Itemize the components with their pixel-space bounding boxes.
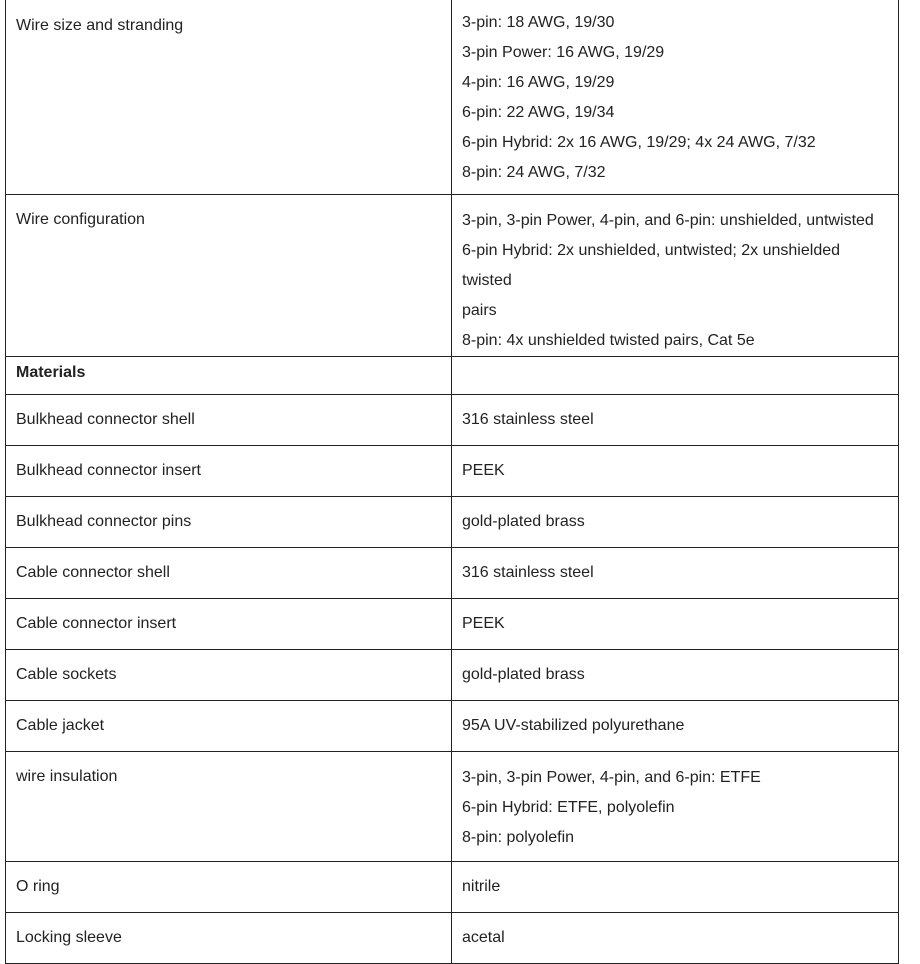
material-value: gold-plated brass bbox=[452, 650, 899, 701]
wire-size-line: 8-pin: 24 AWG, 7/32 bbox=[462, 164, 606, 181]
material-label: Bulkhead connector insert bbox=[6, 446, 452, 497]
row-value bbox=[452, 0, 899, 195]
table-row bbox=[6, 548, 899, 599]
wire-size-line: 3-pin: 18 AWG, 19/30 bbox=[462, 14, 615, 31]
material-label: Cable connector shell bbox=[6, 548, 452, 599]
row-value bbox=[452, 195, 899, 357]
wire-size-line: 6-pin Hybrid: 2x 16 AWG, 19/29; 4x 24 AWG, 7/32 bbox=[462, 134, 816, 151]
material-value: PEEK bbox=[452, 446, 899, 497]
material-label: Cable sockets bbox=[6, 650, 452, 701]
wire-configuration-line: 6-pin Hybrid: 2x unshielded, untwisted; 2x unshielded twisted bbox=[462, 242, 841, 289]
material-label: Bulkhead connector pins bbox=[6, 497, 452, 548]
table-row bbox=[6, 913, 899, 964]
table-row bbox=[6, 701, 899, 752]
material-value: gold-plated brass bbox=[452, 497, 899, 548]
wire-size-line: 6-pin: 22 AWG, 19/34 bbox=[462, 104, 615, 121]
wire-insulation-label: wire insulation bbox=[16, 768, 118, 785]
material-value: acetal bbox=[452, 913, 899, 964]
table-row-wire-configuration bbox=[6, 195, 899, 357]
wire-configuration-line: 8-pin: 4x unshielded twisted pairs, Cat 5e bbox=[462, 332, 755, 349]
section-header-materials bbox=[6, 357, 899, 395]
wire-configuration-line: pairs bbox=[462, 302, 497, 319]
material-value: PEEK bbox=[452, 599, 899, 650]
table-row bbox=[6, 395, 899, 446]
table-row-wire-insulation bbox=[6, 752, 899, 862]
table-row bbox=[6, 446, 899, 497]
material-label: Locking sleeve bbox=[6, 913, 452, 964]
row-label bbox=[6, 752, 452, 862]
wire-size-label: Wire size and stranding bbox=[16, 17, 184, 34]
material-label: O ring bbox=[6, 862, 452, 913]
material-value: 95A UV-stabilized polyurethane bbox=[452, 701, 899, 752]
section-blank-cell bbox=[452, 357, 899, 395]
material-value: nitrile bbox=[452, 862, 899, 913]
material-label: Cable connector insert bbox=[6, 599, 452, 650]
material-value: 316 stainless steel bbox=[452, 548, 899, 599]
wire-size-line: 3-pin Power: 16 AWG, 19/29 bbox=[462, 44, 665, 61]
wire-insulation-line: 6-pin Hybrid: ETFE, polyolefin bbox=[462, 799, 675, 816]
row-value bbox=[452, 752, 899, 862]
table-row bbox=[6, 862, 899, 913]
wire-insulation-line: 3-pin, 3-pin Power, 4-pin, and 6-pin: ETFE bbox=[462, 769, 761, 786]
material-value: 316 stainless steel bbox=[452, 395, 899, 446]
material-label: Cable jacket bbox=[6, 701, 452, 752]
table-row bbox=[6, 599, 899, 650]
wire-configuration-label: Wire configuration bbox=[16, 211, 145, 228]
wire-size-line: 4-pin: 16 AWG, 19/29 bbox=[462, 74, 615, 91]
row-label bbox=[6, 0, 452, 195]
specifications-table bbox=[5, 0, 899, 964]
wire-configuration-line: 3-pin, 3-pin Power, 4-pin, and 6-pin: unshielded, untwisted bbox=[462, 212, 874, 229]
wire-insulation-line: 8-pin: polyolefin bbox=[462, 829, 575, 846]
material-label: Bulkhead connector shell bbox=[6, 395, 452, 446]
table-row-wire-size bbox=[6, 0, 899, 195]
table-row bbox=[6, 650, 899, 701]
row-label bbox=[6, 195, 452, 357]
section-title: Materials bbox=[6, 357, 452, 395]
table-row bbox=[6, 497, 899, 548]
